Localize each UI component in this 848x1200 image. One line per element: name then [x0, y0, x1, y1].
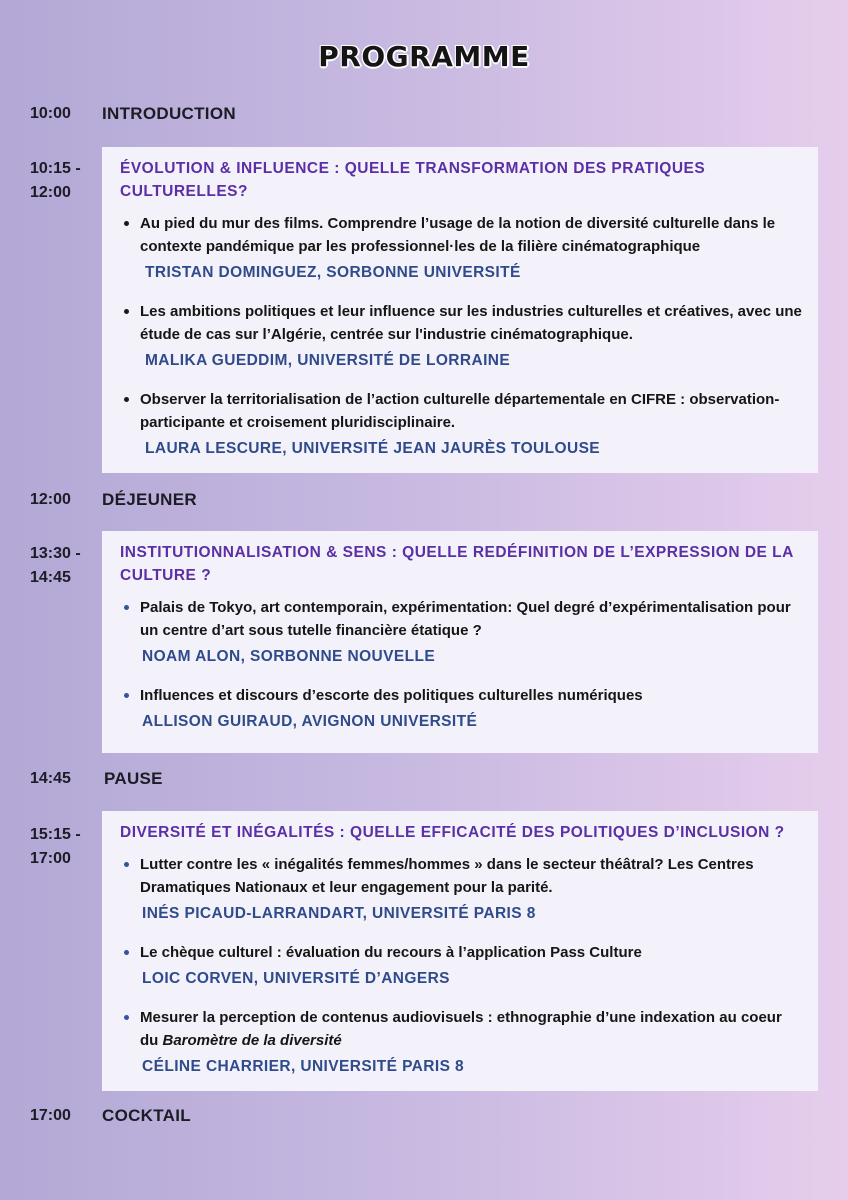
session3-card — [102, 811, 818, 1091]
session1-card — [102, 147, 818, 473]
talk-item — [120, 388, 802, 460]
session2-time-start: 13:30 - — [30, 545, 81, 562]
session2-time-end: 14:45 — [30, 569, 71, 586]
session3-time-end: 17:00 — [30, 850, 71, 867]
bullet-icon — [124, 397, 129, 402]
talk-speaker: CÉLINE CHARRIER, UNIVERSITÉ PARIS 8 — [142, 1058, 465, 1075]
bullet-icon — [124, 221, 129, 226]
talk-title: Au pied du mur des films. Comprendre l’usage de la notion de diversité culturelle dans le contexte pandémique par les professionnel·les de la filière cinématographique — [140, 215, 776, 255]
intro-time: 10:00 — [30, 105, 71, 122]
session1-time-start: 10:15 - — [30, 160, 81, 177]
talk-speaker: TRISTAN DOMINGUEZ, SORBONNE UNIVERSITÉ — [145, 264, 521, 281]
pause-label: PAUSE — [104, 769, 163, 788]
cocktail-label: COCKTAIL — [102, 1106, 191, 1125]
talk-item — [120, 596, 802, 668]
bullet-icon — [124, 693, 129, 698]
bullet-icon — [124, 309, 129, 314]
talk-title: Palais de Tokyo, art contemporain, expérimentation: Quel degré d’expérimentalisation pour un centre d’art sous tutelle financière étatique ? — [140, 599, 791, 639]
talk-item — [120, 941, 802, 990]
session3-title: DIVERSITÉ ET INÉGALITÉS : QUELLE EFFICACITÉ DES POLITIQUES D’INCLUSION ? — [120, 824, 785, 841]
talk-title-text: Mesurer la perception de contenus audiovisuels : ethnographie d’une indexation au coeur du — [140, 1009, 782, 1049]
intro-label: INTRODUCTION — [102, 104, 236, 123]
session1-time — [30, 157, 92, 205]
bullet-icon — [124, 1015, 129, 1020]
talk-title: Lutter contre les « inégalités femmes/hommes » dans le secteur théâtral? Les Centres Dramatiques Nationaux et leur engagement pour la parité. — [140, 856, 754, 896]
talk-title: Le chèque culturel : évaluation du recours à l’application Pass Culture — [140, 944, 642, 961]
talk-item — [120, 300, 802, 372]
talk-speaker: MALIKA GUEDDIM, UNIVERSITÉ DE LORRAINE — [145, 352, 511, 369]
talk-title — [140, 1006, 802, 1052]
talk-title: Les ambitions politiques et leur influence sur les industries culturelles et créatives, avec une étude de cas sur l’Algérie, centrée sur l'industrie cinématographique. — [140, 303, 802, 343]
session2-time — [30, 542, 92, 590]
talk-speaker: INÉS PICAUD-LARRANDART, UNIVERSITÉ PARIS 8 — [142, 905, 536, 922]
talk-speaker: LAURA LESCURE, UNIVERSITÉ JEAN JAURÈS TOULOUSE — [145, 440, 601, 457]
talk-speaker: NOAM ALON, SORBONNE NOUVELLE — [142, 648, 436, 665]
bullet-icon — [124, 950, 129, 955]
talk-item — [120, 212, 802, 284]
lunch-time: 12:00 — [30, 491, 71, 508]
talk-item — [120, 684, 802, 733]
session1-title: ÉVOLUTION & INFLUENCE : QUELLE TRANSFORMATION DES PRATIQUES CULTURELLES? — [120, 160, 706, 200]
session2-card — [102, 531, 818, 753]
session2-title: INSTITUTIONNALISATION & SENS : QUELLE REDÉFINITION DE L’EXPRESSION DE LA CULTURE ? — [120, 544, 794, 584]
talk-title-italic: Baromètre de la diversité — [162, 1032, 342, 1049]
page-title: PROGRAMME — [318, 40, 530, 73]
lunch-label: DÉJEUNER — [102, 490, 197, 509]
cocktail-time: 17:00 — [30, 1107, 71, 1124]
session3-time-start: 15:15 - — [30, 826, 81, 843]
talk-item — [120, 853, 802, 925]
talk-speaker: ALLISON GUIRAUD, AVIGNON UNIVERSITÉ — [142, 713, 478, 730]
session3-time — [30, 823, 92, 871]
pause-time: 14:45 — [30, 770, 71, 787]
talk-title: Observer la territorialisation de l’action culturelle départementale en CIFRE : observation-participante et croisement pluridisciplinaire. — [140, 391, 780, 431]
talk-title: Influences et discours d’escorte des politiques culturelles numériques — [140, 687, 643, 704]
talk-speaker: LOIC CORVEN, UNIVERSITÉ D’ANGERS — [142, 970, 450, 987]
bullet-icon — [124, 862, 129, 867]
bullet-icon — [124, 605, 129, 610]
session1-time-end: 12:00 — [30, 184, 71, 201]
talk-item — [120, 1006, 802, 1078]
